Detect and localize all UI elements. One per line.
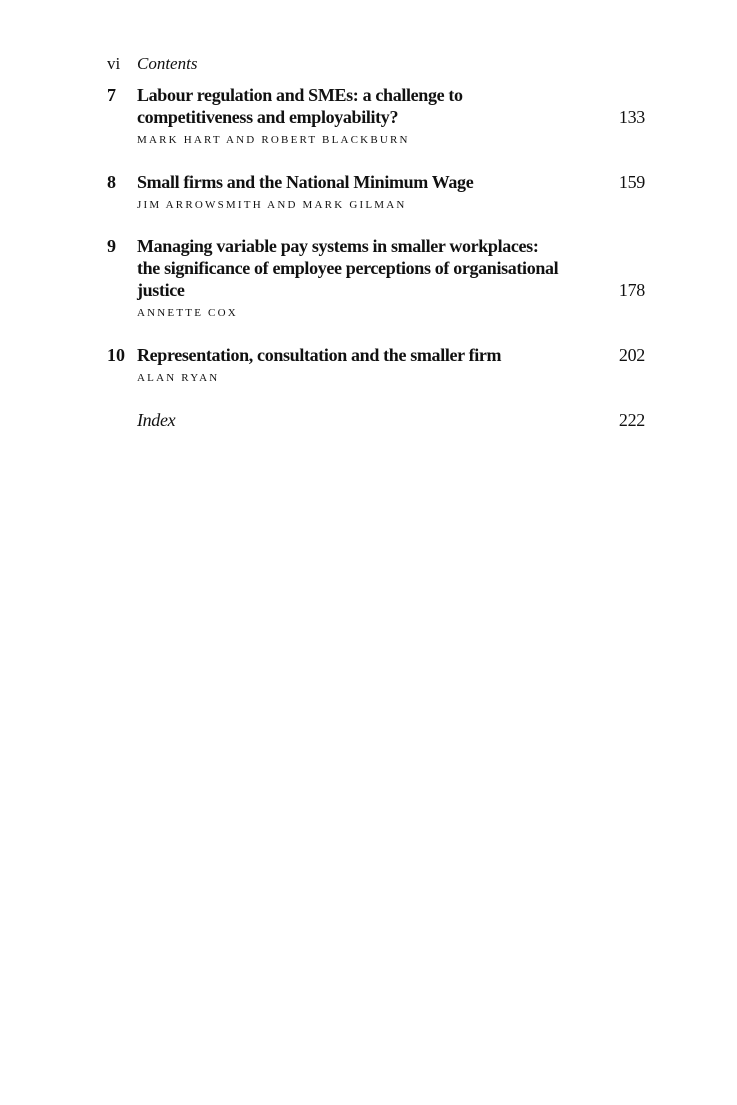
chapter-authors: JIM ARROWSMITH AND MARK GILMAN: [137, 199, 407, 211]
chapter-page: 202: [618, 345, 645, 365]
title-line: justice: [137, 280, 185, 300]
chapter-title: [137, 84, 463, 128]
title-line: the significance of employee perceptions of organisational: [137, 258, 559, 278]
chapter-title: [137, 344, 501, 366]
chapter-title: [137, 235, 558, 301]
chapter-number: 8: [107, 172, 116, 192]
running-header: [107, 54, 197, 74]
chapter-authors: MARK HART AND ROBERT BLACKBURN: [137, 134, 410, 146]
index-page: 222: [618, 410, 645, 430]
chapter-number: 10: [107, 345, 125, 365]
chapter-authors: ALAN RYAN: [137, 372, 220, 384]
title-line: Small firms and the National Minimum Wage: [137, 172, 474, 192]
index-label: Index: [137, 410, 176, 430]
chapter-page: 178: [618, 280, 645, 300]
header-page-number: vi: [107, 54, 121, 73]
chapter-authors: ANNETTE COX: [137, 307, 238, 319]
chapter-page: 133: [618, 107, 645, 127]
header-title: Contents: [137, 54, 198, 73]
chapter-page: 159: [618, 172, 645, 192]
chapter-number: 9: [107, 236, 116, 256]
title-line: Managing variable pay systems in smaller workplaces:: [137, 236, 539, 256]
chapter-number: 7: [107, 85, 116, 105]
title-line: Representation, consultation and the smaller firm: [137, 345, 502, 365]
chapter-title: [137, 171, 473, 193]
title-line: competitiveness and employability?: [137, 107, 399, 127]
title-line: Labour regulation and SMEs: a challenge to: [137, 85, 463, 105]
